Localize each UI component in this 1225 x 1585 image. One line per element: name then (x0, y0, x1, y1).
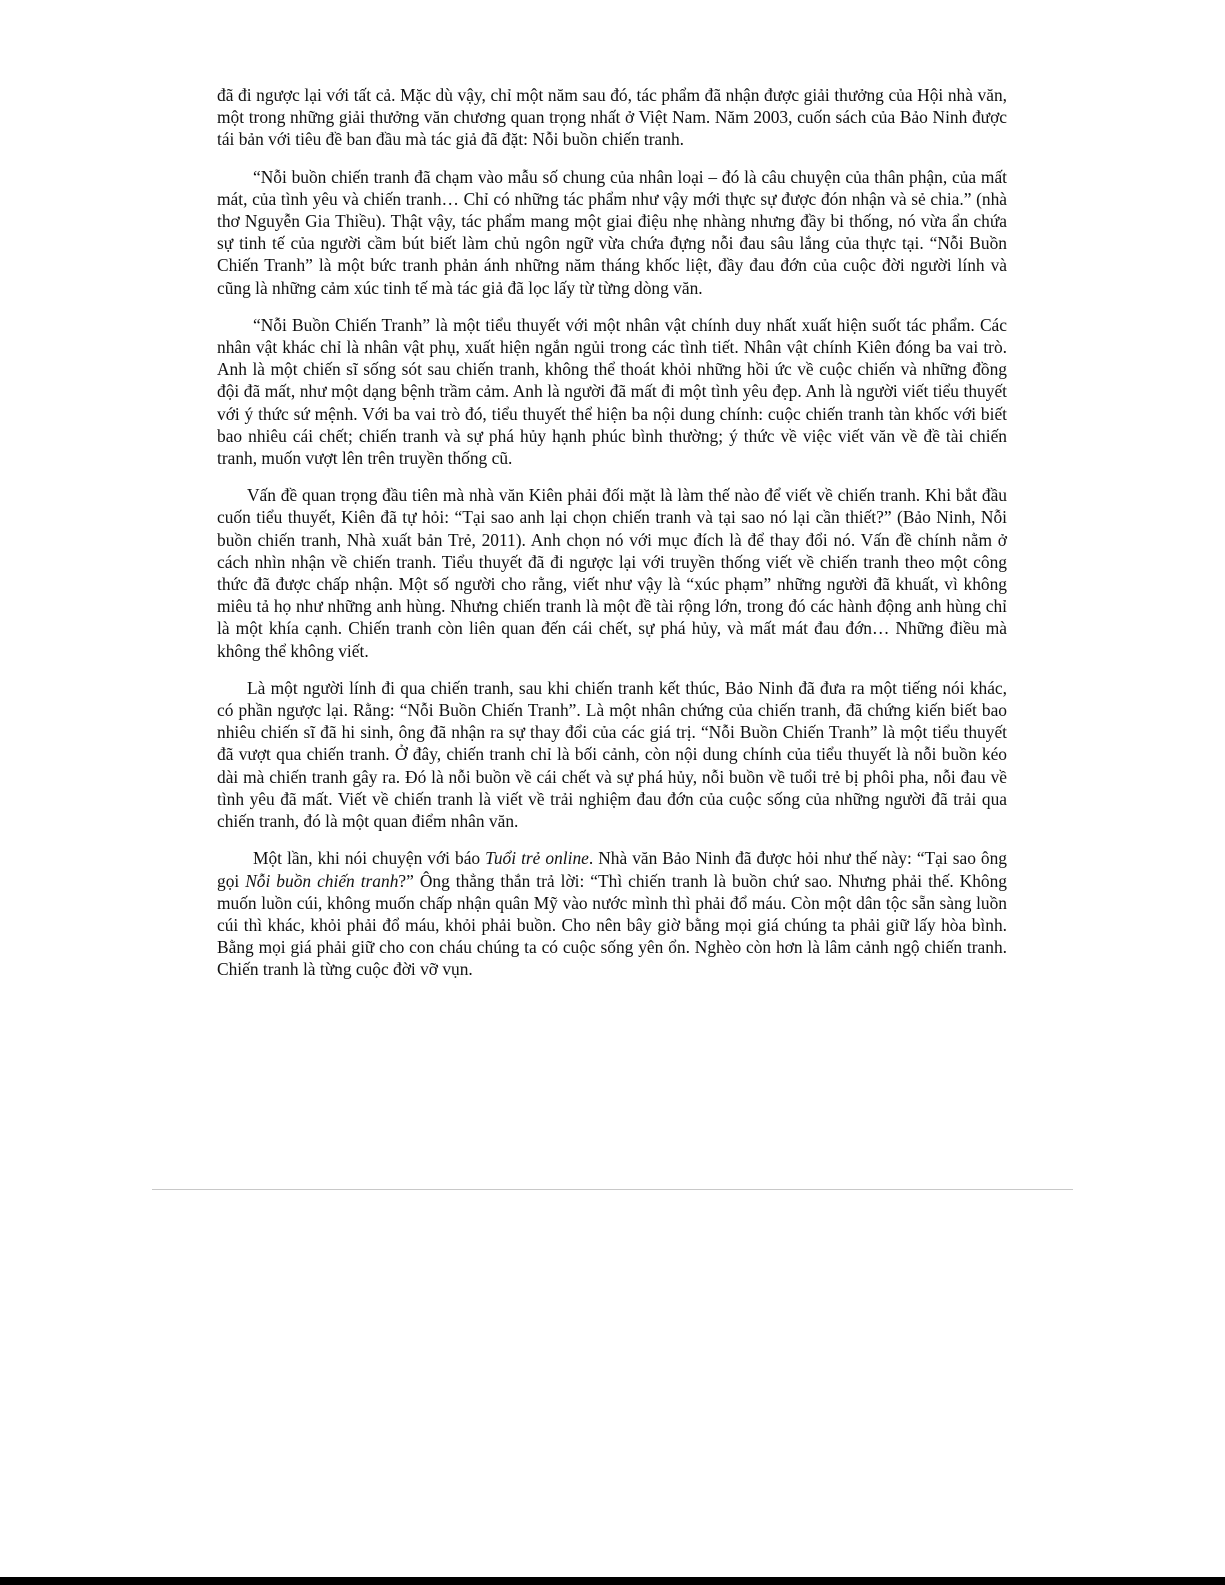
book-title: Nỗi buồn chiến tranh (245, 870, 399, 891)
paragraph-3: “Nỗi Buồn Chiến Tranh” là một tiểu thuyết với một nhân vật chính duy nhất xuất hiện suốt tác phẩm. Các nhân vật khác chỉ là nhân vật phụ, xuất hiện ngắn ngủi trong các tình tiết. Nhân vật chính Kiên đóng ba vai trò. Anh là một chiến sĩ sống sót sau chiến tranh, không thể thoát khỏi những hồi ức về cuộc chiến và những đồng đội đã mất, như một dạng bệnh trầm cảm. Anh là người đã mất đi một tình yêu đẹp. Anh là người viết tiểu thuyết với ý thức sứ mệnh. Với ba vai trò đó, tiểu thuyết thể hiện ba nội dung chính: cuộc chiến tranh tàn khốc với biết bao nhiêu cái chết; chiến tranh và sự phá hủy hạnh phúc bình thường; ý thức về việc viết văn về đề tài chiến tranh, muốn vượt lên trên truyền thống cũ. (217, 314, 1007, 469)
paragraph-6 (217, 847, 1007, 980)
paragraph-6-text-a: Một lần, khi nói chuyện với báo (253, 848, 486, 869)
page-divider (152, 1189, 1073, 1190)
paragraph-2: “Nỗi buồn chiến tranh đã chạm vào mẫu số chung của nhân loại – đó là câu chuyện của thân phận, của mất mát, của tình yêu và chiến tranh… Chỉ có những tác phẩm như vậy mới thực sự được đón nhận và sẻ chia.” (nhà thơ Nguyễn Gia Thiều). Thật vậy, tác phẩm mang một giai điệu nhẹ nhàng nhưng đầy bi thống, nó vừa ẩn chứa sự tinh tế của người cầm bút biết làm chủ ngôn ngữ vừa chứa đựng nỗi đau sâu lắng của thực tại. “Nỗi Buồn Chiến Tranh” là một bức tranh phản ánh những năm tháng khốc liệt, đầy đau đớn của cuộc đời người lính và cũng là những cảm xúc tinh tế mà tác giả đã lọc lấy từ từng dòng văn. (217, 166, 1007, 298)
paragraph-6-text-b: . Nhà văn Bảo Ninh đã được hỏi như thế này: “Tại sao ông gọi (217, 848, 1007, 891)
paragraph-5: Là một người lính đi qua chiến tranh, sau khi chiến tranh kết thúc, Bảo Ninh đã đưa ra một tiếng nói khác, có phần ngược lại. Rằng: “Nỗi Buồn Chiến Tranh”. Là một nhân chứng của chiến tranh, đã chứng kiến biết bao nhiêu chiến sĩ đã hi sinh, ông đã nhận ra sự thay đổi của các giá trị. “Nỗi Buồn Chiến Tranh” là một tiểu thuyết đã vượt qua chiến tranh. Ở đây, chiến tranh chỉ là bối cảnh, còn nội dung chính của tiểu thuyết là nỗi buồn kéo dài mà chiến tranh gây ra. Đó là nỗi buồn về cái chết và sự phá hủy, nỗi buồn về tuổi trẻ bị phôi pha, nỗi đau về tình yêu đã mất. Viết về chiến tranh là viết về trải nghiệm đau đớn của cuộc sống của những người đã trải qua chiến tranh, đó là một quan điểm nhân văn. (217, 677, 1007, 832)
paragraph-1: đã đi ngược lại với tất cả. Mặc dù vậy, chỉ một năm sau đó, tác phẩm đã nhận được giải thưởng của Hội nhà văn, một trong những giải thưởng văn chương quan trọng nhất ở Việt Nam. Năm 2003, cuốn sách của Bảo Ninh được tái bản với tiêu đề ban đầu mà tác giả đã đặt: Nỗi buồn chiến tranh. (217, 85, 1007, 150)
paragraph-6-text-c: ?” Ông thẳng thắn trả lời: “Thì chiến tranh là buồn chứ sao. Nhưng phải thế. Không muốn luồn cúi, không muốn chấp nhận quân Mỹ vào nước mình thì phải đổ máu. Còn một dân tộc sẵn sàng luồn cúi thì khác, khỏi phải đổ máu, khỏi phải buồn. Cho nên bây giờ bằng mọi giá chúng ta phải giữ lấy hòa bình. Bằng mọi giá phải giữ cho con cháu chúng ta có cuộc sống yên ổn. Nghèo còn hơn là lâm cảnh ngộ chiến tranh. Chiến tranh là từng cuộc đời vỡ vụn. (217, 870, 1007, 980)
paragraph-4: Vấn đề quan trọng đầu tiên mà nhà văn Kiên phải đối mặt là làm thế nào để viết về chiến tranh. Khi bắt đầu cuốn tiểu thuyết, Kiên đã tự hỏi: “Tại sao anh lại chọn chiến tranh và tại sao nó lại cần thiết?” (Bảo Ninh, Nỗi buồn chiến tranh, Nhà xuất bản Trẻ, 2011). Anh chọn nó với mục đích là để thay đổi nó. Vấn đề chính nằm ở cách nhìn nhận về chiến tranh. Tiểu thuyết đã đi ngược lại với truyền thống viết về chiến tranh theo một công thức đã được chấp nhận. Một số người cho rằng, viết như vậy là “xúc phạm” những người đã khuất, vì không miêu tả họ như những anh hùng. Nhưng chiến tranh là một đề tài rộng lớn, trong đó các hành động anh hùng chỉ là một khía cạnh. Chiến tranh còn liên quan đến cái chết, sự phá hủy, và mất mát đau đớn… Những điều mà không thể không viết. (217, 485, 1007, 661)
bottom-border (0, 1577, 1225, 1585)
newspaper-name: Tuổi trẻ online (485, 848, 589, 869)
body-text (217, 84, 1007, 996)
